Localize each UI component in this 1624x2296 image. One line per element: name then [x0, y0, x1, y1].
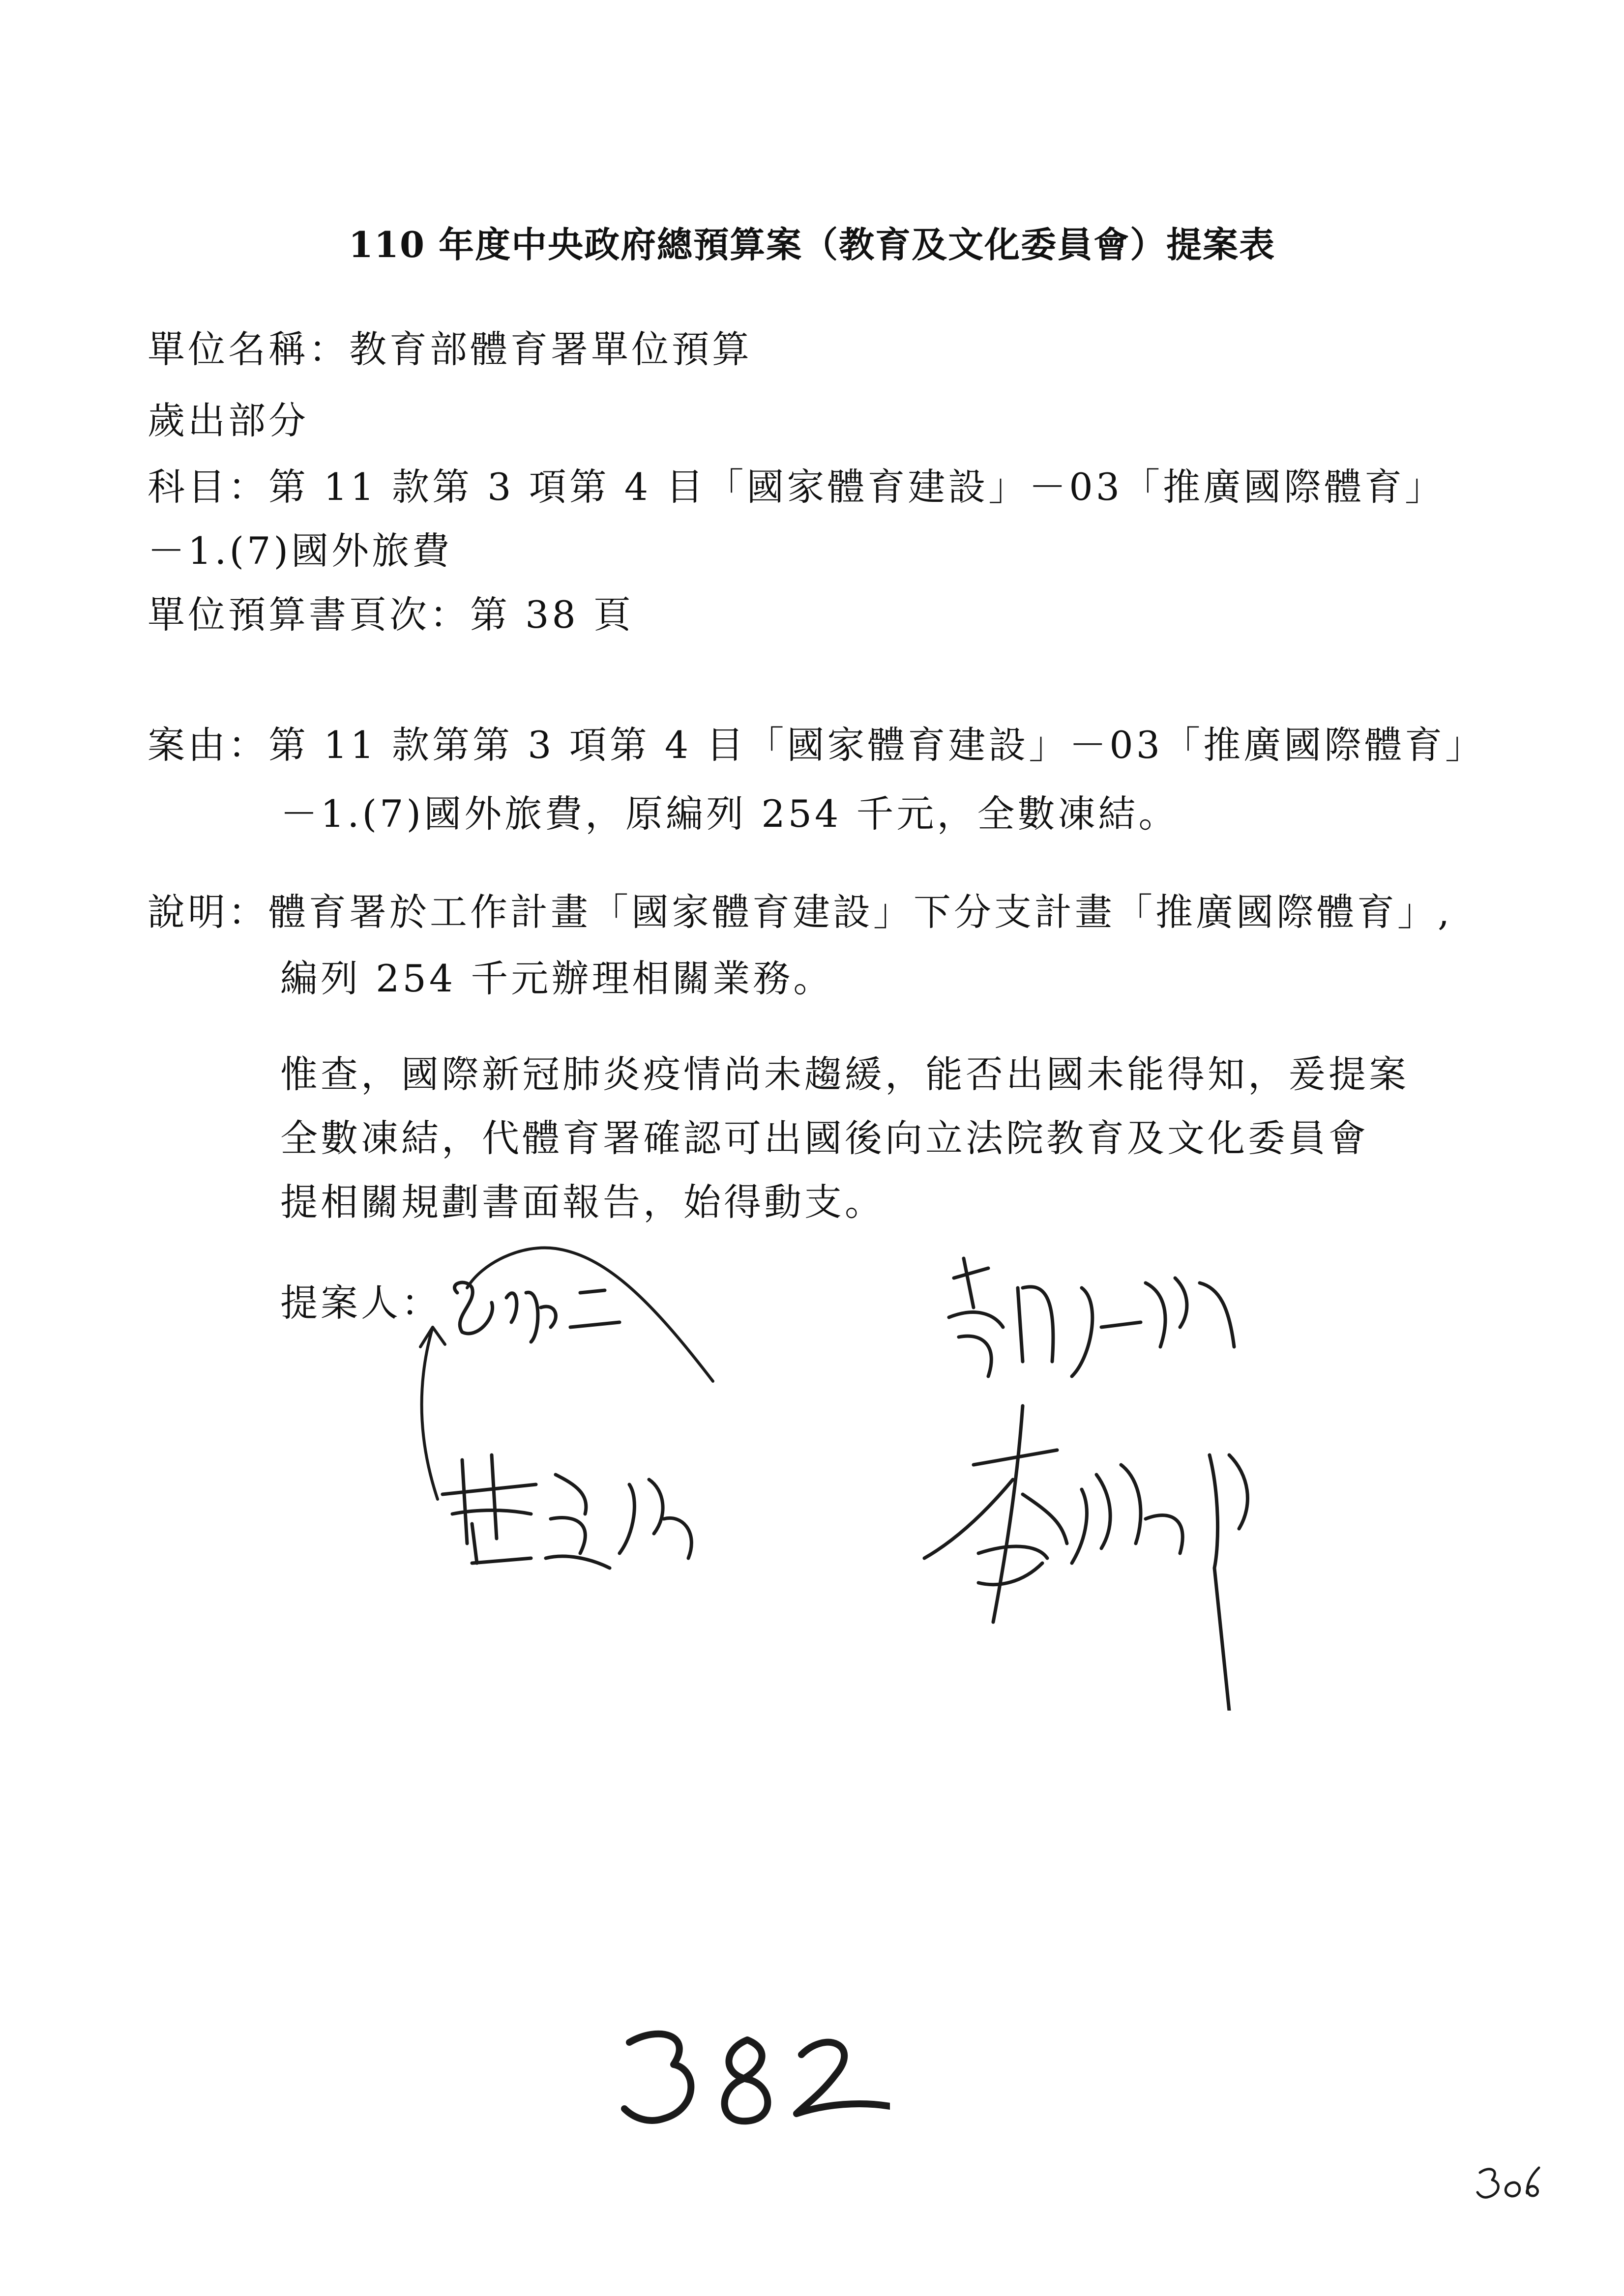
reason-line-2: －1.(7)國外旅費，原編列 254 千元，全數凍結。: [280, 792, 1179, 836]
section-label: 歲出部分: [148, 399, 309, 442]
signature-2: [433, 1440, 738, 1588]
handwritten-number-382: [615, 2020, 890, 2133]
budget-page: 單位預算書頁次：第 38 頁: [148, 593, 634, 637]
reason-line-1: 案由：第 11 款第第 3 項第 4 目「國家體育建設」－03「推廣國際體育」: [148, 723, 1486, 767]
paragraph-line-1: 惟查，國際新冠肺炎疫情尚未趨緩，能否出國未能得知，爰提案: [280, 1052, 1409, 1096]
document-title: 110 年度中央政府總預算案（教育及文化委員會）提案表: [348, 224, 1276, 265]
subject-line-1: 科目：第 11 款第 3 項第 4 目「國家體育建設」－03「推廣國際體育」: [148, 465, 1446, 509]
signature-3: [934, 1249, 1288, 1406]
handwritten-page-number-306: [1475, 2163, 1544, 2202]
paragraph-line-3: 提相關規劃書面報告，始得動支。: [280, 1180, 885, 1224]
signature-4: [915, 1396, 1288, 1711]
proposer-label: 提案人：: [280, 1281, 442, 1325]
unit-name: 單位名稱：教育部體育署單位預算: [148, 327, 752, 371]
paragraph-line-2: 全數凍結，代體育署確認可出國後向立法院教育及文化委員會: [280, 1116, 1369, 1160]
explanation-line-2: 編列 254 千元辦理相關業務。: [280, 957, 834, 1000]
explanation-line-1: 說明：體育署於工作計畫「國家體育建設」下分支計畫「推廣國際體育」,: [148, 890, 1453, 934]
subject-line-2: －1.(7)國外旅費: [148, 529, 453, 573]
